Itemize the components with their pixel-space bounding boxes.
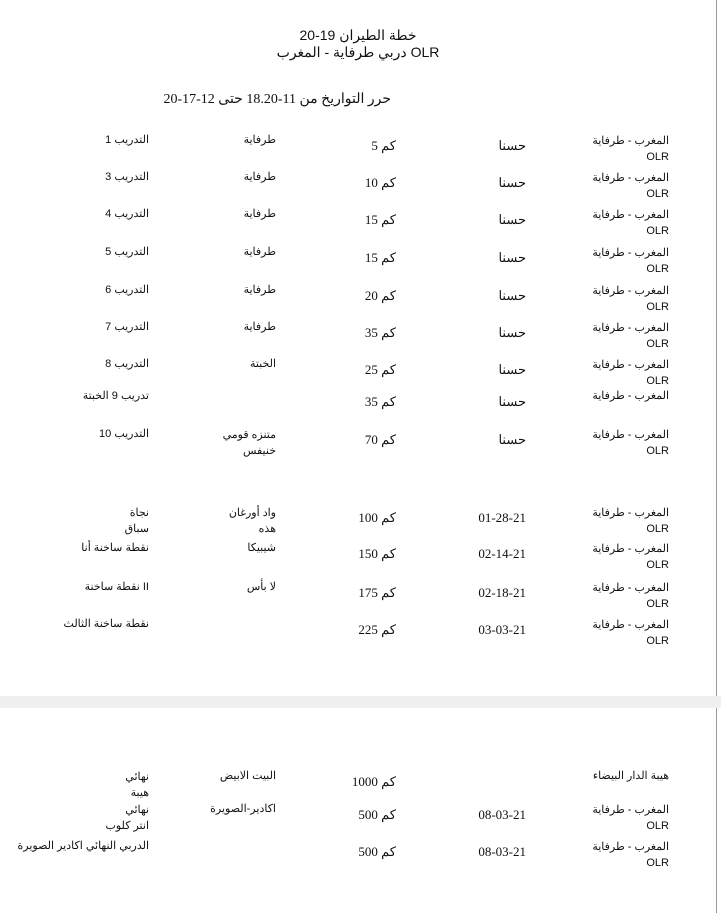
cell-event: التدريب 3 (105, 171, 149, 183)
cell-distance: كم 500 (358, 844, 396, 859)
cell-location: المغرب - طرفاية OLR (592, 359, 669, 387)
cell-result: 02-14-21 (478, 546, 526, 561)
cell-result: 08-03-21 (478, 844, 526, 859)
cell-distance: كم 225 (358, 622, 396, 637)
cell-place: الخبتة (249, 358, 276, 370)
cell-place: واد أورغان هذه (228, 507, 276, 535)
cell-event: التدريب 6 (105, 284, 149, 296)
cell-place: البيت الابيض (219, 770, 276, 782)
cell-result: حسنا (498, 138, 526, 153)
cell-place: اكادير-الصويرة (210, 803, 276, 815)
cell-place: طرفاية (243, 321, 276, 333)
cell-location: المغرب - طرفاية OLR (592, 247, 669, 275)
cell-place: متنزه قومي خنيفس (222, 429, 276, 457)
cell-result: 02-18-21 (478, 585, 526, 600)
cell-location: المغرب - طرفاية OLR (592, 285, 669, 313)
cell-result: حسنا (498, 432, 526, 447)
cell-distance: كم 25 (364, 362, 396, 377)
cell-result: حسنا (498, 325, 526, 340)
cell-distance: كم 500 (358, 807, 396, 822)
plan-subtitle: OLR دربي طرفاية - المغرب (276, 44, 440, 60)
cell-event: التدريب 1 (105, 134, 149, 146)
cell-event: نهائي هيبة (125, 771, 149, 799)
document-page-2 (0, 708, 717, 913)
cell-result: حسنا (498, 250, 526, 265)
page-gap (0, 696, 721, 708)
cell-result: 08-03-21 (478, 807, 526, 822)
cell-event: نهائي انتر كلوب (105, 804, 149, 832)
cell-location: المغرب - طرفاية OLR (592, 322, 669, 350)
cell-event: II نقطة ساخنة (84, 581, 149, 593)
cell-place: طرفاية (243, 134, 276, 146)
cell-result: حسنا (498, 175, 526, 190)
cell-location: هيبة الدار البيضاء (592, 770, 669, 782)
cell-distance: كم 100 (358, 510, 396, 525)
cell-event: التدريب 4 (105, 208, 149, 220)
cell-result: حسنا (498, 362, 526, 377)
cell-result: 01-28-21 (478, 510, 526, 525)
cell-distance: كم 10 (364, 175, 396, 190)
cell-distance: كم 15 (364, 212, 396, 227)
cell-result: 03-03-21 (478, 622, 526, 637)
cell-location: المغرب - طرفاية OLR (592, 507, 669, 535)
cell-event: نقطة ساخنة الثالث (63, 618, 149, 630)
cell-location: المغرب - طرفاية OLR (592, 841, 669, 869)
cell-location: المغرب - طرفاية OLR (592, 582, 669, 610)
cell-location: المغرب - طرفاية OLR (592, 209, 669, 237)
cell-location: المغرب - طرفاية (592, 390, 669, 402)
cell-event: تدريب 9 الخبتة (82, 390, 149, 402)
cell-distance: كم 35 (364, 394, 396, 409)
cell-event: التدريب 5 (105, 246, 149, 258)
cell-location: المغرب - طرفاية OLR (592, 172, 669, 200)
cell-place: طرفاية (243, 284, 276, 296)
cell-distance: كم 5 (371, 138, 396, 153)
cell-event: نجاة سباق (124, 507, 149, 535)
cell-event: التدريب 8 (105, 358, 149, 370)
cell-distance: كم 1000 (351, 774, 396, 789)
cell-place: لا بأس (246, 581, 276, 593)
cell-location: المغرب - طرفاية OLR (592, 804, 669, 832)
cell-event: التدريب 10 (99, 428, 149, 440)
plan-title: خطة الطيران 19-20 (299, 27, 417, 43)
cell-event: الدربي النهائي اكادير الصويرة (17, 840, 149, 852)
cell-distance: كم 20 (364, 288, 396, 303)
cell-distance: كم 35 (364, 325, 396, 340)
cell-distance: كم 15 (364, 250, 396, 265)
cell-place: شيبيكا (247, 542, 276, 554)
cell-distance: كم 175 (358, 585, 396, 600)
cell-location: المغرب - طرفاية OLR (592, 135, 669, 163)
cell-location: المغرب - طرفاية OLR (592, 429, 669, 457)
cell-place: طرفاية (243, 246, 276, 258)
cell-place: طرفاية (243, 208, 276, 220)
date-range: حرر التواريخ من 11-18.20 حتى 12-17-20 (163, 92, 391, 107)
cell-result: حسنا (498, 288, 526, 303)
cell-distance: كم 70 (364, 432, 396, 447)
cell-location: المغرب - طرفاية OLR (592, 543, 669, 571)
cell-distance: كم 150 (358, 546, 396, 561)
cell-result: حسنا (498, 394, 526, 409)
cell-event: التدريب 7 (105, 321, 149, 333)
cell-result: حسنا (498, 212, 526, 227)
cell-event: نقطة ساخنة أنا (81, 542, 149, 554)
cell-place: طرفاية (243, 171, 276, 183)
cell-location: المغرب - طرفاية OLR (592, 619, 669, 647)
